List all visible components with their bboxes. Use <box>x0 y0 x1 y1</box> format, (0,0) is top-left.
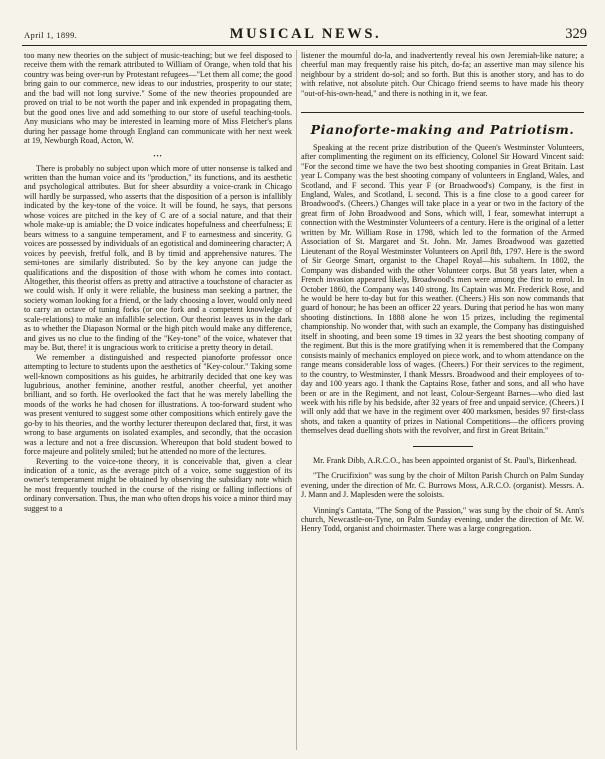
section-rule <box>301 112 584 113</box>
paragraph: Reverting to the voice-tone theory, it is conceivable that, given a clear indication of a tonic, as the average pitch of a voice, some suggestion of its owner's temperament might be obtained by observing the subsidiary note which he most frequently touched in the course of the rising or falling inflections of ordinary conversation. Thus, the man who often drops his voice a minor third may suggest to a <box>24 456 292 513</box>
section-separator: ••• <box>153 153 163 160</box>
paragraph: "The Crucifixion" was sung by the choir of Milton Parish Church on Palm Sunday evening, under the direction of Mr. C. Burrows Moss, A.R.C.O. (organist). Messrs. A. J. Mann and J. Maplesden were the soloists. <box>301 471 584 500</box>
paragraph: too many new theories on the subject of music-teaching; but we feel disposed to receive them with the remark attributed to William of Orange, when told that his country was being over-run by Protestant refugees—"Let them all come; the good bring gain to our commerce, new ideas to our industries, prosperity to our state; and the bad will not long survive." Some of the new theories propounded are proved on trial to be not worth the paper and ink expended in propagating them, but the good ones live and add something to our store of useful teaching-tools. Any musicians who may be interested in learning more of Miss Fletcher's plans during her passage home through England can communicate with her next week at 19, Newburgh Road, Acton, W. <box>24 51 292 146</box>
page-number: 329 <box>565 26 587 42</box>
paragraph: There is probably no subject upon which more of utter nonsense is talked and written than the human voice and its "production," its functions, and its aesthetic and psychological attributes. But for sheer absurdity a voice-crank in Chicago will hardly be surpassed, who asserts that the disposition of a person is infallibly indicated by the key-tone of the voice. It will be found, he says, that persons whose voices are pitched in the key of C are of a social nature, and that their whole make-up is amiable; the D voice indicates hopefulness and cheerfulness; E bears witness to a sanguine temperament, and F to earnestness and sincerity. G voices are possessed by individuals of an egotistical and domineering character; A voices by peevish, fretful folk, and B by timid and apprehensive natures. The semi-tones are similarly distributed. So by the key anyone can judge the qualifications and the disposition of those with whom he comes into contact. Altogether, this theorist offers as pretty and attractive a touchstone of character as we could wish. If only it were reliable, the business man seeking a partner, the society woman looking for a friend, or the lady choosing a lover, would only need to carry an octave of tuning forks (or one fork and a competent knowledge of scale-relations) to make an infallible selection. Our theorist leaves us in the dark as to whether the Diapason Normal or the high pitch would make any difference, and gives us no clue to the finding of the "Key-tone" of the voice, whatever that may be. But, there! it is ungracious work to criticise a pretty theory in detail. <box>24 163 292 353</box>
short-rule <box>413 446 473 447</box>
paragraph: Vinning's Cantata, "The Song of the Passion," was sung by the choir of St. Ann's church, Newcastle-on-Tyne, on Palm Sunday evening, under the direction of Mr. W. Henry Todd, organist and choirmaster. There was a large congregation. <box>301 505 584 534</box>
paragraph: Mr. Frank Dibb, A.R.C.O., has been appointed organist of St. Paul's, Birkenhead. <box>313 455 577 465</box>
paragraph: We remember a distinguished and respected pianoforte professor once attempting to lecture to students upon the aesthetics of "Key-colour." Taking some well-known compositions as his guides, he arbitrarily decided that one key was lugubrious, another feminine, another restful, another cheerful, yet another brilliant, and so forth. He overlooked the fact that he was merely labelling the moods of the works he had chosen for illustrations. A too-forward student who was present ventured to suggest some other compositions which entirely gave the go-by to his theories, and the worthy lecturer thereupon declared that, first, it was wrong to base arguments on isolated examples, and secondly, that the occasion was a lecture and not a free discussion. Whereupon that bold student bowed to force majeure and politely smiled; but he attended no more of the lectures. <box>24 352 292 457</box>
left-column <box>24 51 292 513</box>
publication-title: MUSICAL NEWS. <box>229 26 382 42</box>
column-divider <box>296 50 297 750</box>
header-rule <box>22 45 587 46</box>
right-column <box>301 51 584 534</box>
paragraph: Speaking at the recent prize distribution of the Queen's Westminster Volunteers, after complimenting the regiment on its efficiency, Colonel Sir Howard Vincent said: "For the second time we have the two best shooting companies in Great Britain. Last year L Company was the best shooting company of volunteers in England, Wales, and Scotland, and F second. This year F (or Broadwood's) Company, is the first in England, Wales, and Scotland, L second. This is a fine close to a good career for Broadwood's. (Cheers.) Changes will take place in a year or two in the factory of the great firm of John Broadwood and Sons, which will, I fear, somewhat interrupt a connection with the Westminster Volunteers of a century. Here is the original of a letter written by Mr. William Rose in 1798, which led to the formation of the Armed Association of St. Margaret and St. John. Mr. James Broadwood was gazetted Lieutenant of the Royal Westminster Volunteers on April 8th, 1797. Here is the sword of Sir George Smart, organist to the Chapel Royal—his subaltern. In 1802, the Company was disbanded with the other Volunteer corps. But 58 years later, when a French invasion appeared likely, Broadwood's men were among the first to enrol. In October 1860, the Company was 140 strong. Its Captain was Mr. Frederick Rose, and he would be here to-day but for this weather. (Cheers.) His son now commands that guard of honour; he has been an officer 22 years. During that period he has won many shooting distinctions. In 1888 alone he won 15 prizes, including the regimental championship. No wonder that, with such an example, the Company has distinguished itself in shooting, and been some 19 times in 32 years the best shooting company of the regiment. But this is the more gratifying when it is remembered that the Company consists mainly of mechanics employed on piece work, and to whom attendance on the range means considerable loss of wages. (Cheers.) For their services to the regiment, to the country, to Westminster, I thank Messrs. Broadwood and their employees of to-day and 100 years ago. I thank the Captains Rose, father and sons, and all who have been or are in the Regiment, and not least, Colour-Sergeant Barnes—who died last week with his rifle by his bedside, after 32 years of free and unpaid service. (Cheers.) I will only add that we have in the regiment over 400 marksmen, besides 97 first-class shots, and taken a quantity of prizes in National Competitions—the officers proving themselves dead duelling shots with the revolver, and first in Great Britain." <box>301 142 584 436</box>
issue-date: April 1, 1899. <box>24 30 78 40</box>
paragraph: listener the mournful do-la, and inadvertently reveal his own Jeremiah-like nature; a cheerful man may frequently raise his pitch, do-fa; an assertive man may silence his neighbour by a strident do-sol; and so forth. But this is another story, and has to do with relative, not absolute pitch. Our Chicago friend seems to have made his theory "out-of-his-own-head," and there is nothing in it, we fear. <box>301 51 584 98</box>
article-title: Pianoforte-making and Patriotism. <box>310 122 575 138</box>
page-header <box>24 26 587 44</box>
